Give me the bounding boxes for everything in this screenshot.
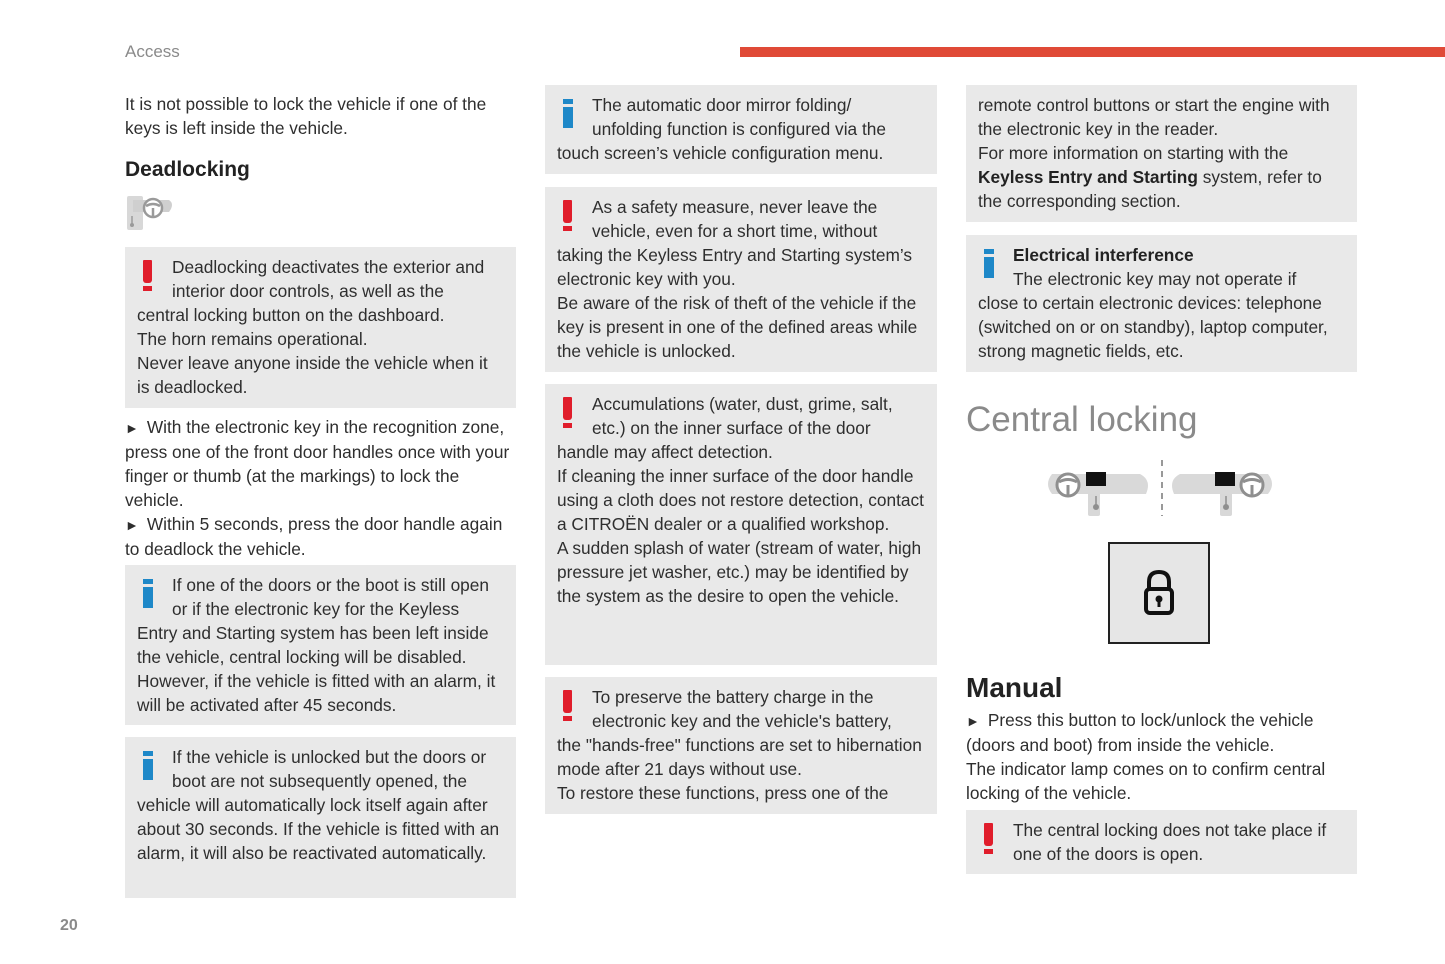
section-label: Access (125, 42, 180, 61)
warning-box-accumulations: Accumulations (water, dust, grime, salt, etc.) on the inner surface of the door handle may affect detection. If cleaning the inner surface of the door handle using a cloth does not restore detection, contact a CITROËN dealer or a qualified workshop. A sudden splash of water (stream of water, high pressure jet washer, etc.) may be identified by the system as the desire to open the vehicle. (545, 384, 937, 665)
warning-box-safety-key: As a safety measure, never leave the vehicle, even for a short time, without taking the Keyless Entry and Starting system’s electronic key with you. Be aware of the risk of theft of the vehicle if the key is present in one of the defined areas while the vehicle is unlocked. (545, 187, 937, 372)
warning-icon (555, 685, 592, 729)
info-box-electrical-interference: Electrical interference The electronic key may not operate if close to certain electronic devices: telephone (switched on or on standby), laptop computer, strong magnetic fields, etc. (966, 235, 1357, 372)
bullet-arrow-icon: ► (125, 420, 139, 436)
header-accent-bar (740, 47, 1445, 57)
manual-indicator-text: The indicator lamp comes on to confirm central locking of the vehicle. (966, 759, 1326, 803)
col1-intro (125, 92, 510, 140)
step-1-text: With the electronic key in the recognition zone, press one of the front door handles once with your finger or thumb (at the markings) to lock the vehicle. (125, 417, 510, 510)
info-box-mirror-folding: The automatic door mirror folding/ unfolding function is configured via the touch screen’s vehicle configuration menu. (545, 85, 937, 174)
central-locking-title: Central locking (966, 400, 1198, 439)
warning-icon (976, 818, 1013, 862)
warning-box-deadlocking: Deadlocking deactivates the exterior and interior door controls, as well as the central locking button on the dashboard. The horn remains operational. Never leave anyone inside the vehicle when it is deadlocked. (125, 247, 516, 408)
continued-box-battery: remote control buttons or start the engine with the electronic key in the reader. For more information on starting with the Keyless Entry and Starting system, refer to the corresponding section. (966, 85, 1357, 222)
warning-box-battery: To preserve the battery charge in the electronic key and the vehicle's battery, the "hands-free" functions are set to hibernation mode after 21 days without use. To restore these functions, press one of the (545, 677, 937, 814)
info-box-auto-relock: If the vehicle is unlocked but the doors or boot are not subsequently opened, the vehicle will automatically lock itself again after about 30 seconds. If the vehicle is fitted with an alarm, it will also be reactivated automatically. (125, 737, 516, 898)
door-handles-illustration-icon (1040, 458, 1285, 518)
info-icon (976, 243, 1013, 287)
warning-icon (555, 392, 592, 436)
warning-box-door-open: The central locking does not take place if one of the doors is open. (966, 810, 1357, 874)
central-locking-button-pictogram (1108, 542, 1210, 644)
deadlocking-heading: Deadlocking (125, 158, 250, 181)
intro-text: It is not possible to lock the vehicle if one of the keys is left inside the vehicle. (125, 94, 487, 138)
info-icon (135, 745, 172, 789)
manual-instructions (966, 708, 1351, 805)
manual-heading: Manual (966, 672, 1063, 703)
door-handle-pictogram-icon (125, 194, 175, 232)
info-icon (135, 573, 172, 617)
info-icon (555, 93, 592, 137)
step-2-text: Within 5 seconds, press the door handle again to deadlock the vehicle. (125, 514, 503, 559)
warning-icon (135, 255, 172, 299)
page-number: 20 (60, 917, 78, 934)
bullet-arrow-icon: ► (125, 517, 139, 533)
deadlock-steps (125, 415, 510, 561)
padlock-icon (1110, 544, 1208, 642)
manual-step-text: Press this button to lock/unlock the vehicle (doors and boot) from inside the vehicle. (966, 710, 1314, 755)
bullet-arrow-icon: ► (966, 713, 980, 729)
interference-title: Electrical interference (1013, 245, 1194, 265)
warning-icon (555, 195, 592, 239)
info-box-central-locking-disabled: If one of the doors or the boot is still open or if the electronic key for the Keyless Entry and Starting system has been left inside the vehicle, central locking will be disabled. However, if the vehicle is fitted with an alarm, it will be activated after 45 seconds. (125, 565, 516, 725)
